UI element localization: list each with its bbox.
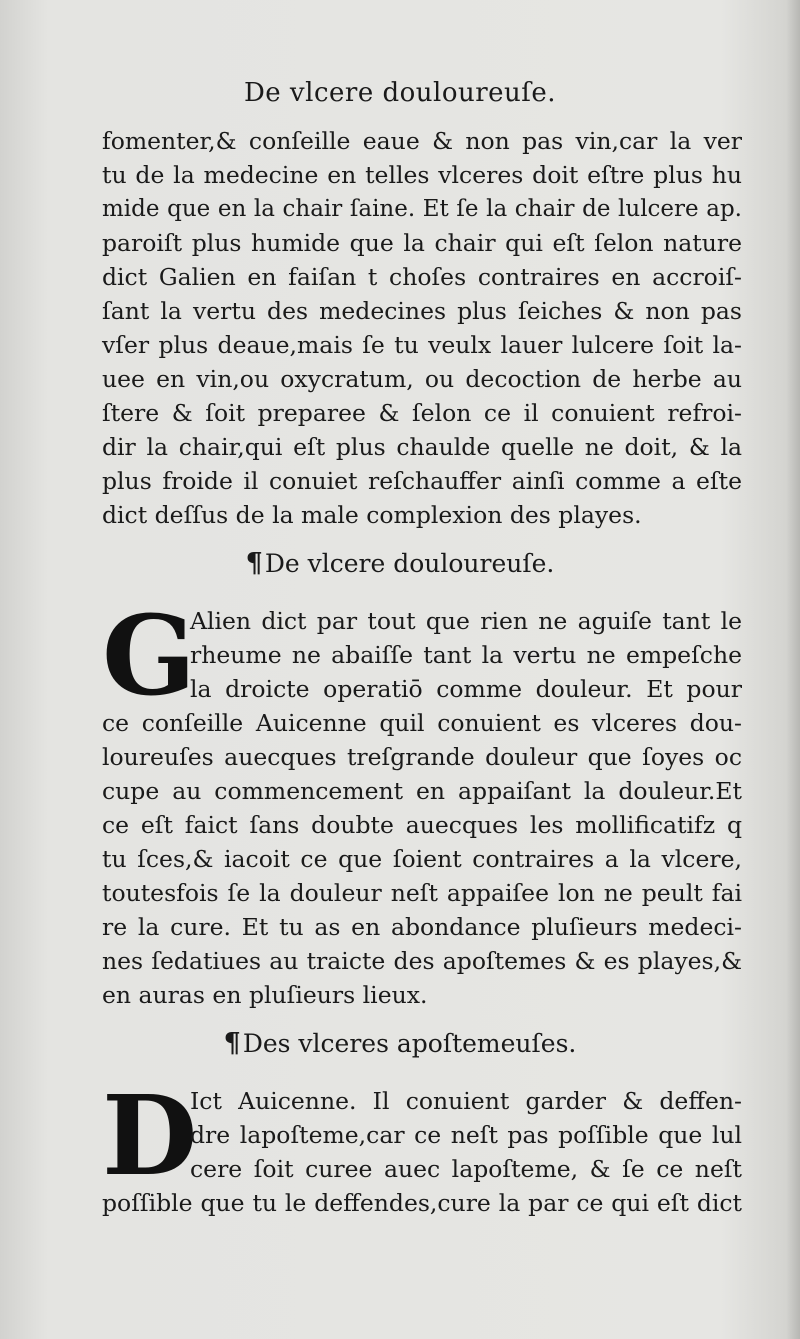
section2-text xyxy=(102,591,742,1012)
text-line: dre lapoſteme,car ce neſt pas poſſible que lul xyxy=(190,1121,742,1149)
section-heading-text: De vlcere douloureuſe. xyxy=(264,549,555,578)
section1-text xyxy=(102,124,742,532)
text-line: vſer plus deaue,mais ſe tu veulx lauer lulcere ſoit la- xyxy=(102,331,742,359)
running-head: De vlcere douloureuſe. xyxy=(243,78,557,108)
pilcrow-icon: ¶ xyxy=(245,548,263,579)
text-line: ſtere & ſoit preparee & ſelon ce il conuient refroi- xyxy=(102,399,742,427)
text-line: mide que en la chair ſaine. Et ſe la chair de lulcere ap. xyxy=(102,196,742,222)
text-line: toutesfois ſe la douleur neſt appaiſee lon ne peult fai xyxy=(102,879,742,907)
text-line: loureuſes auecques treſgrande douleur que ſoyes oc xyxy=(102,743,742,771)
text-line: Ict Auicenne. Il conuient garder & deffen- xyxy=(190,1087,742,1115)
section-heading-text: Des vlceres apoſtemeuſes. xyxy=(242,1029,577,1058)
text-line: Alien dict par tout que rien ne aguiſe tant le xyxy=(190,607,742,635)
text-line: plus froide il conuiet reſchauffer ainſi comme a eſte xyxy=(102,467,742,495)
drop-cap-letter: G xyxy=(102,591,196,720)
text-line: la droicte operatiō comme douleur. Et pour xyxy=(190,675,742,703)
text-line: fomenter,& conſeille eaue & non pas vin,car la ver xyxy=(102,127,742,155)
text-line: en auras en pluſieurs lieux. xyxy=(102,981,428,1009)
text-line: rheume ne abaiſſe tant la vertu ne empeſche xyxy=(190,641,742,669)
text-line: cere ſoit curee auec lapoſteme, & ſe ce neſt xyxy=(190,1155,742,1183)
text-line: nes ſedatiues au traicte des apoſtemes & es playes,& xyxy=(102,947,742,975)
text-line: paroiſt plus humide que la chair qui eſt ſelon nature xyxy=(102,229,742,257)
text-line: tu de la medecine en telles vlceres doit eſtre plus hu xyxy=(102,161,742,189)
text-line: re la cure. Et tu as en abondance pluſieurs medeci- xyxy=(102,913,742,941)
text-line: dict Galien en faiſan t choſes contraires en accroiſ- xyxy=(102,263,742,291)
section3-text xyxy=(102,1071,742,1220)
section-heading xyxy=(0,546,800,582)
text-line: cupe au commencement en appaiſant la douleur.Et xyxy=(102,777,742,805)
text-line: uee en vin,ou oxycratum, ou decoction de herbe au xyxy=(102,365,742,393)
page-edge-shadow xyxy=(786,0,800,1339)
section-heading xyxy=(0,1026,800,1062)
text-line: ce conſeille Auicenne quil conuient es vlceres dou- xyxy=(102,709,742,737)
text-line: dict deſſus de la male complexion des playes. xyxy=(102,501,642,529)
text-line: dir la chair,qui eſt plus chaulde quelle ne doit, & la xyxy=(102,433,742,461)
text-line: tu ſces,& iacoit ce que ſoient contraires a la vlcere, xyxy=(102,845,742,873)
text-line: ce eſt faict ſans doubte auecques les mollificatifz q xyxy=(102,811,742,839)
pilcrow-icon: ¶ xyxy=(223,1028,241,1059)
text-line: poſſible que tu le deffendes,cure la par ce qui eſt dict xyxy=(102,1189,742,1217)
drop-cap-letter: D xyxy=(102,1071,198,1200)
text-line: ſant la vertu des medecines plus ſeiches & non pas xyxy=(102,297,742,325)
